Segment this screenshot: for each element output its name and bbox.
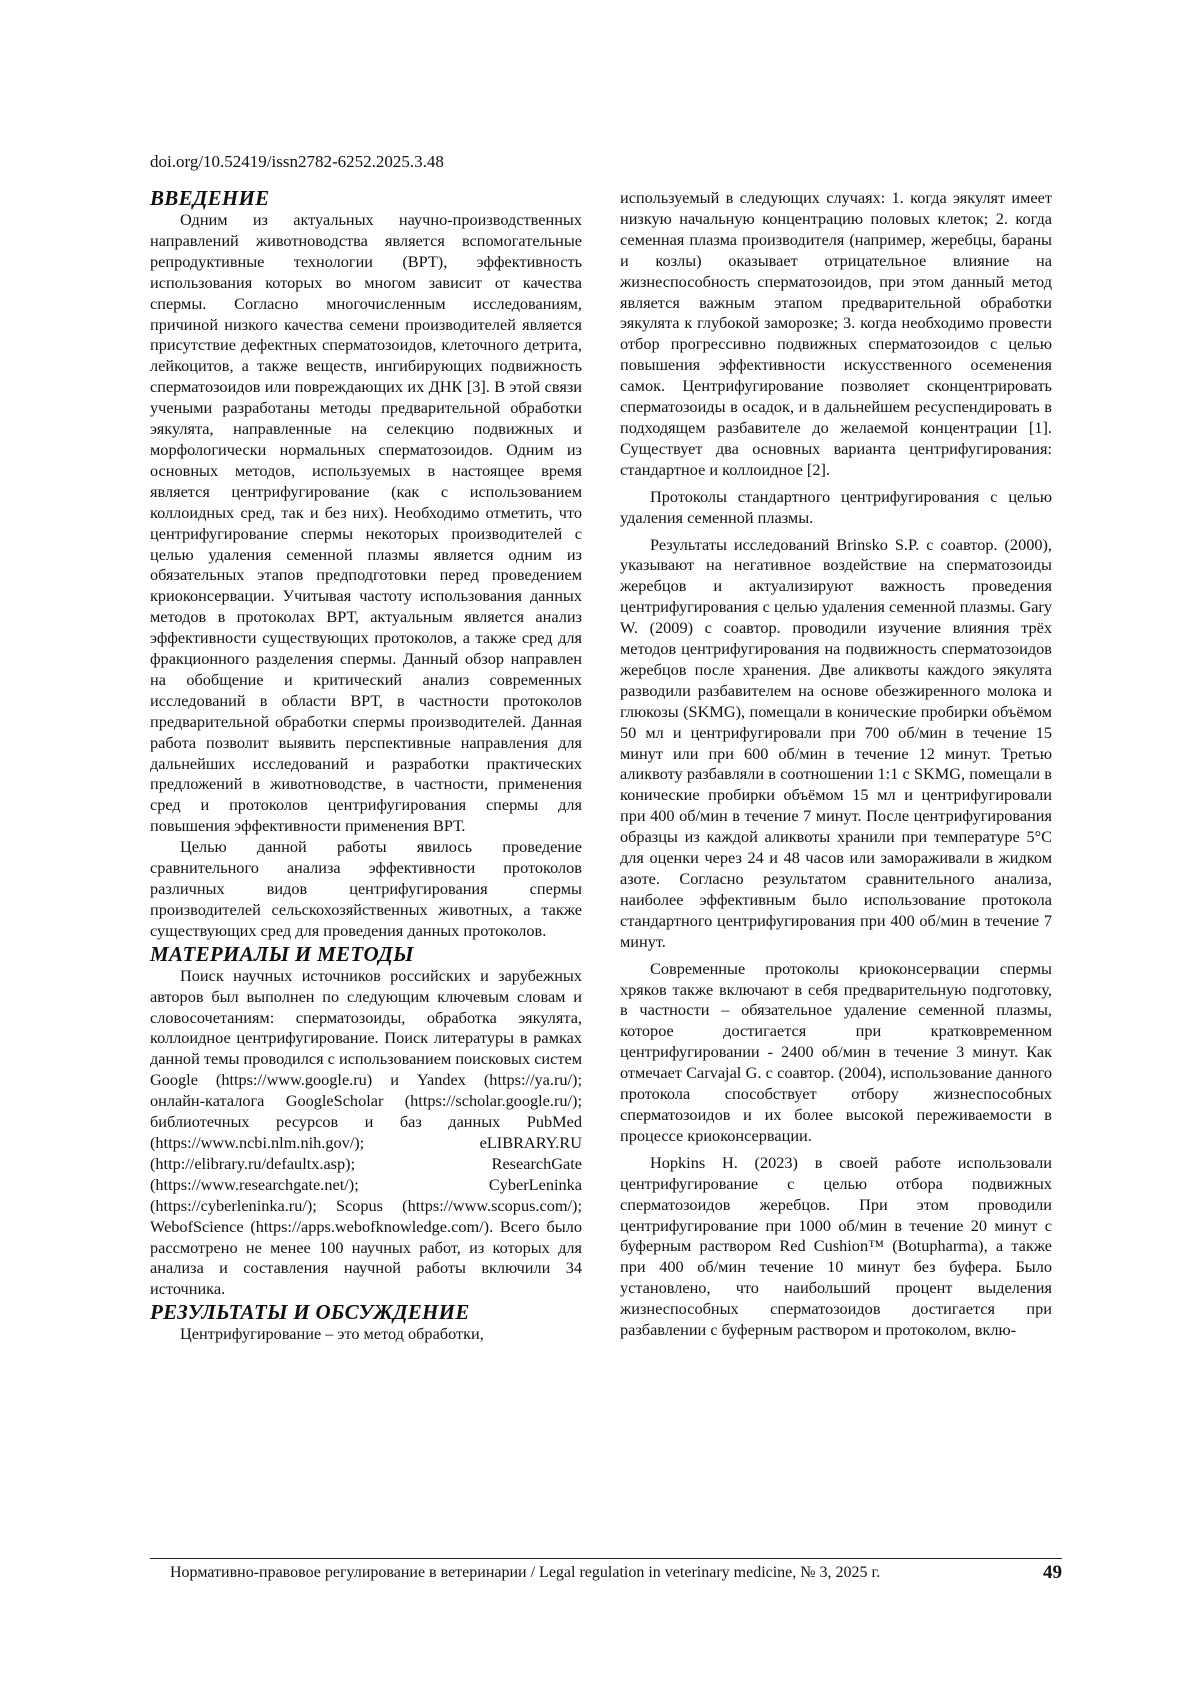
paragraph-hopkins: Hopkins H. (2023) в своей работе использовали центрифугирование с целью отбора подвижных сперматозоидов жеребцов. При этом проводили центрифугирование при 1000 об/мин в течение 20 минут с буферным раствором Red Cushion™ (Botupharma), а также при 400 об/мин течение 10 минут без буфера. Было установлено, что наибольший процент выделения жизнеспособных сперматозоидов достигается при разбавлении с буферным раствором и протоколом, вклю- <box>620 1153 1052 1341</box>
paragraph-boar-protocols: Современные протоколы криоконсервации спермы хряков также включают в себя предварительную подготовку, в частности – обязательное удаление семенной плазмы, которое достигается при кратковременном центрифугировании - 2400 об/мин в течение 3 минут. Как отмечает Carvajal G. с соавтор. (2004), использование данного протокола способствует отбору жизнеспособных сперматозоидов и их более высокой переживаемости в процессе криоконсервации. <box>620 959 1052 1147</box>
doi-header: doi.org/10.52419/issn2782-6252.2025.3.48 <box>150 152 444 172</box>
section-heading-results: РЕЗУЛЬТАТЫ И ОБСУЖДЕНИЕ <box>150 1300 582 1324</box>
left-column <box>150 186 582 1345</box>
paragraph-results-continued: используемый в следующих случаях: 1. когда эякулят имеет низкую начальную концентрацию половых клеток; 2. когда семенная плазма производителя (например, жеребцы, бараны и козлы) оказывает отрицательное влияние на жизнеспособность сперматозоидов, при этом данный метод является важным этапом предварительной обработки эякулята к глубокой заморозке; 3. когда необходимо провести отбор прогрессивно подвижных сперматозоидов с целью повышения эффективности искусственного осеменения самок. Центрифугирование позволяет сконцентрировать сперматозоиды в осадок, и в дальнейшем ресуспендировать в подходящем разбавителе до желаемой концентрации [1]. Существует два основных варианта центрифугирования: стандартное и коллоидное [2]. <box>620 188 1052 481</box>
paragraph-methods-1: Поиск научных источников российских и зарубежных авторов был выполнен по следующим ключевым словам и словосочетаниям: сперматозоиды, обработка эякулята, коллоидное центрифугирование. Поиск литературы в рамках данной темы проводился с использованием поисковых систем Google (https://www.google.ru) и Yandex (https://ya.ru/); онлайн-каталога GoogleScholar (https://scholar.google.ru/); библиотечных ресурсов и баз данных PubMed (https://www.ncbi.nlm.nih.gov/); eLIBRARY.RU (http://elibrary.ru/defaultx.asp); ResearchGate (https://www.researchgate.net/); CyberLeninka (https://cyberleninka.ru/); Scopus (https://www.scopus.com/); WebofScience (https://apps.webofknowledge.com/). Всего было рассмотрено не менее 100 научных работ, из которых для анализа и составления научной работы включили 34 источника. <box>150 966 582 1301</box>
paragraph-intro-1: Одним из актуальных научно-производственных направлений животноводства является вспомогательные репродуктивные технологии (ВРТ), эффективность использования которых во многом зависит от качества спермы. Согласно многочисленным исследованиям, причиной низкого качества семени производителей является присутствие дефектных сперматозоидов, клеточного детрита, лейкоцитов, а также веществ, ингибирующих подвижность сперматозоидов или повреждающих их ДНК [3]. В этой связи учеными разработаны методы предварительной обработки эякулята, направленные на селекцию подвижных и морфологически нормальных сперматозоидов. Одним из основных методов, используемых в настоящее время является центрифугирование (как с использованием коллоидных сред, так и без них). Необходимо отметить, что центрифугирование спермы некоторых производителей с целью удаления семенной плазмы является одним из обязательных этапов предподготовки перед проведением криоконсервации. Учитывая частоту использования данных методов в протоколах ВРТ, актуальным является анализ эффективности существующих протоколов, а также сред для фракционного разделения спермы. Данный обзор направлен на обобщение и критический анализ современных исследований в области ВРТ, в частности протоколов предварительной обработки спермы производителей. Данная работа позволит выявить перспективные направления для дальнейших исследований и разработки практических предложений в животноводстве, в частности, применения сред и протоколов центрифугирования спермы для повышения эффективности применения ВРТ. <box>150 210 582 837</box>
paragraph-standard-protocols: Протоколы стандартного центрифугирования с целью удаления семенной плазмы. <box>620 487 1052 529</box>
paragraph-brinsko: Результаты исследований Brinsko S.P. с соавтор. (2000), указывают на негативное воздействие на сперматозоиды жеребцов и актуализируют важность проведения центрифугирования с целью удаления семенной плазмы. Gary W. (2009) с соавтор. проводили изучение влияния трёх методов центрифугирования на подвижность сперматозоидов жеребцов после хранения. Две аликвоты каждого эякулята разводили разбавителем на основе обезжиренного молока и глюкозы (SKMG), помещали в конические пробирки объёмом 50 мл и центрифугировали при 700 об/мин в течение 15 минут или при 600 об/мин в течение 12 минут. Третью аликвоту разбавляли в соотношении 1:1 с SKMG, помещали в конические пробирки объёмом 15 мл и центрифугировали при 400 об/мин в течение 7 минут. После центрифугирования образцы из каждой аликвоты хранили при температуре 5°С для оценки через 24 и 48 часов или замораживали в жидком азоте. Согласно результатом сравнительного анализа, наиболее эффективным было использование протокола стандартного центрифугирования при 400 об/мин в течение 7 минут. <box>620 535 1052 953</box>
section-heading-methods: МАТЕРИАЛЫ И МЕТОДЫ <box>150 942 582 966</box>
paragraph-results-1: Центрифугирование – это метод обработки, <box>150 1324 582 1345</box>
page-number: 49 <box>1043 1562 1062 1584</box>
right-column <box>620 188 1052 1341</box>
paragraph-intro-2: Целью данной работы явилось проведение сравнительного анализа эффективности протоколов различных видов центрифугирования спермы производителей сельскохозяйственных животных, а также существующих сред для проведения данных протоколов. <box>150 837 582 942</box>
footer-divider <box>150 1558 1062 1559</box>
section-heading-introduction: ВВЕДЕНИЕ <box>150 186 582 210</box>
footer-journal-title: Нормативно-правовое регулирование в ветеринарии / Legal regulation in veterinary medicine, № 3, 2025 г. <box>170 1564 880 1582</box>
